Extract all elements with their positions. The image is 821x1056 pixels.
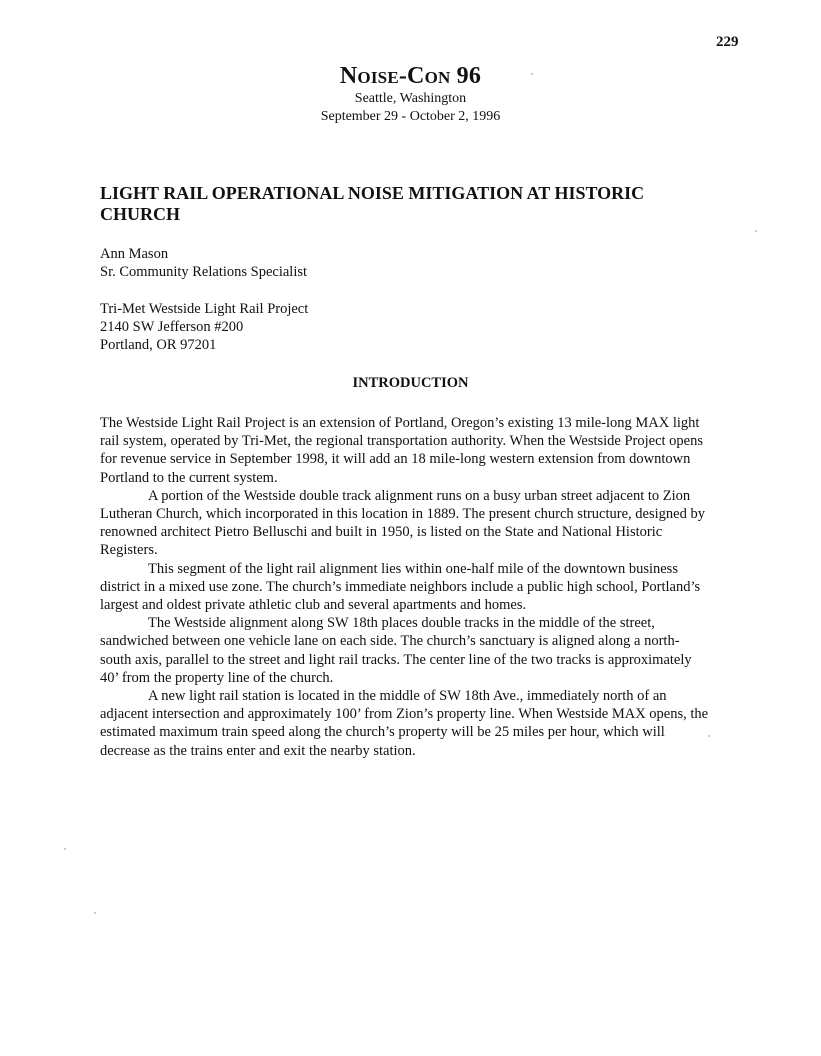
paragraph-2: A portion of the Westside double track alignment runs on a busy urban street adjacent to Zion Lutheran Church, which incorporated in this location in 1889. The present church structure, designed by renowned architect Pietro Belluschi and built in 1950, is listed on the State and National Historic Registers. — [100, 487, 705, 559]
scan-speck — [708, 735, 710, 737]
page-number: 229 — [716, 34, 739, 50]
paragraph-1: The Westside Light Rail Project is an extension of Portland, Oregon’s existing 13 mile-long MAX light rail system, operated by Tri-Met, the regional transportation authority. When the Westside Project opens for revenue service in September 1998, it will add an 18 mile-long western extension from downtown Portland to the current system. — [100, 415, 704, 486]
affiliation-city: Portland, OR 97201 — [100, 337, 217, 353]
affiliation-street: 2140 SW Jefferson #200 — [100, 319, 244, 335]
introduction-body — [100, 414, 710, 760]
paper-title: LIGHT RAIL OPERATIONAL NOISE MITIGATION AT HISTORIC CHURCH — [100, 183, 645, 224]
paragraph-4: The Westside alignment along SW 18th places double tracks in the middle of the street, sandwiched between one vehicle lane on each side. The church’s sanctuary is aligned along a north-south axis, parallel to the street and light rail tracks. The center line of the two tracks is approximately 40’ from the property line of the church. — [100, 615, 692, 686]
conference-dates: September 29 - October 2, 1996 — [320, 109, 501, 124]
affiliation-block — [100, 300, 308, 354]
author-position: Sr. Community Relations Specialist — [100, 264, 308, 280]
scan-speck — [531, 73, 533, 75]
scan-speck — [94, 912, 96, 914]
paragraph-5: A new light rail station is located in the middle of SW 18th Ave., immediately north of an adjacent intersection and approximately 100’ from Zion’s property line. When Westside MAX opens, the estimated maximum train speed along the church’s property will be 25 miles per hour, which will decrease as the trains enter and exit the nearby station. — [100, 688, 709, 759]
paragraph-3: This segment of the light rail alignment lies within one-half mile of the downtown business district in a mixed use zone. The church’s immediate neighbors include a public high school, Portland’s largest and oldest private athletic club and several apartments and homes. — [100, 560, 701, 614]
section-heading-introduction: INTRODUCTION — [352, 375, 469, 391]
conference-location: Seattle, Washington — [354, 91, 467, 106]
author-name: Ann Mason — [100, 246, 169, 262]
scan-speck — [755, 230, 757, 232]
affiliation-org: Tri-Met Westside Light Rail Project — [100, 301, 309, 317]
scan-speck — [64, 848, 66, 850]
conference-title: Noise-Con 96 — [339, 63, 482, 89]
author-block — [100, 245, 307, 281]
conference-header — [0, 62, 821, 126]
